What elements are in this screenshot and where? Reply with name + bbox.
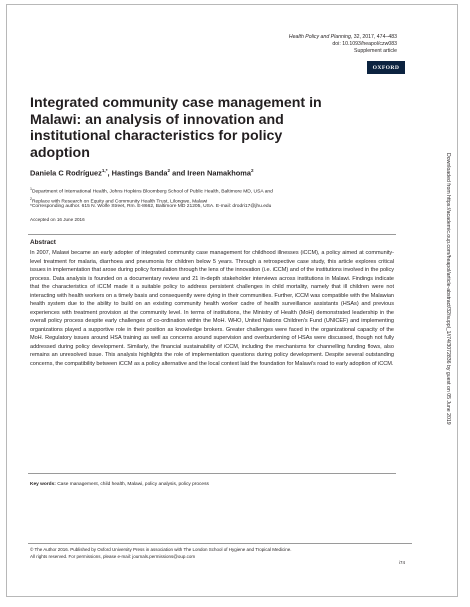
journal-citation [197, 34, 397, 41]
journal-doi[interactable]: doi: 10.1093/heapol/czw083 [332, 41, 397, 47]
affiliation-text: Department of International Health, Johns Hopkins Bloomberg School of Public Health, Baltimore MD, USA and [32, 189, 273, 195]
article-type: Supplement article [354, 48, 397, 54]
affiliation-mark: 1 [30, 187, 32, 191]
journal-name: Health Policy and Planning [288, 34, 351, 40]
keywords [30, 482, 390, 487]
author-list [30, 168, 360, 177]
footer-divider [28, 543, 412, 544]
author-marks: 2 [250, 168, 254, 173]
author-name: Hastings Banda [111, 168, 168, 178]
author-separator: , [107, 168, 112, 178]
article-title: Integrated community case management in Malawi: an analysis of innovation and institutional characteristics for policy adoption [30, 95, 322, 161]
abstract-section [28, 234, 396, 474]
author-marks: 1,* [101, 168, 108, 173]
accepted-date: Accepted on 16 June 2016 [30, 217, 85, 222]
journal-volume: , 32, 2017, 474–483 [350, 34, 397, 40]
keywords-label: Key words: [30, 482, 56, 487]
copyright-line: © The Author 2016. Published by Oxford University Press in association with The London School of Hygiene and Tropical Medicine. [30, 547, 292, 552]
corresponding-author: *Corresponding author. 615 N. Wolfe Street, Rm. E-8662, Baltimore MD 21205, USA. E-mail: drodri17@jhu.edu [30, 204, 272, 209]
page-number: i74 [398, 560, 405, 565]
oxford-logo: OXFORD [367, 61, 405, 74]
abstract-body: In 2007, Malawi became an early adopter of integrated community case management for childhood illnesses (iCCM), a policy aimed at community-level treatment for malaria, diarrhoea and pneumonia for children below 5 years. Through a retrospective case study, this article explores critical issues in implementation that arose during policy formulation through the lens of the innovation (i.e. iCCM) and of the institutions involved in the policy process. Data analysis is founded on a documentary review and 21 in-depth stakeholder interviews across institutions in Malawi. Findings indicate that the characteristics of iCCM made it a suitable policy to address persistent challenges in child mortality, namely that ill children were not interacting with health workers on a timely basis and consequently were dying in their communities. Further, iCCM was compatible with the Malawian health system due to the ability to build on an existing community health worker cadre of health surveillance assistants (HSAs) and previous experiences with treatment provision at the community level. In terms of institutions, the Ministry of Health (MoH) demonstrated leadership in the overall policy process despite early challenges of co-ordination within the MoH. WHO, United Nations Children's Fund (UNICEF) and implementing organizations played a supportive role in their position as knowledge brokers. Greater challenges were faced in the organizational capacity of the MoH. Regulatory issues around HSA training as well as concerns around supervision and overburdening of HSAs were discussed, though not fully addressed during policy development. Similarly, the financial sustainability of iCCM, including the mechanisms for channelling funding flows, also remains an unresolved issue. This analysis highlights the role of implementation questions during policy development. Despite several outstanding concerns, the compatibility between iCCM as a policy alternative and the local context laid the foundation for Malawi's road to early adoption of iCCM. [30, 250, 394, 367]
affiliation-text: Replace with Research on Equity and Community Health Trust, Lilongwe, Malawi [32, 199, 208, 205]
affiliation-mark: 2 [30, 196, 32, 201]
abstract-heading: Abstract [30, 239, 56, 246]
affiliation [30, 186, 370, 196]
article-page [6, 4, 458, 597]
author-marks: 2 [167, 168, 171, 173]
author-name: Daniela C Rodríguez [30, 168, 102, 178]
download-watermark-text: Downloaded from https://academic.oup.com/heapol/article-abstract/32/suppl_1/i74/3072836 by guest on 05 June 2019 [445, 153, 451, 425]
permissions-line: All rights reserved. For permissions, please e-mail: journals.permissions@oup.com [30, 554, 196, 559]
author-separator: and [170, 168, 188, 178]
journal-info [197, 34, 397, 55]
author-name: Ireen Namakhoma [187, 168, 251, 178]
keywords-text: Case management, child health, Malawi, policy analysis, policy process [55, 482, 209, 487]
copyright-notice [30, 546, 370, 560]
download-watermark [443, 153, 453, 513]
